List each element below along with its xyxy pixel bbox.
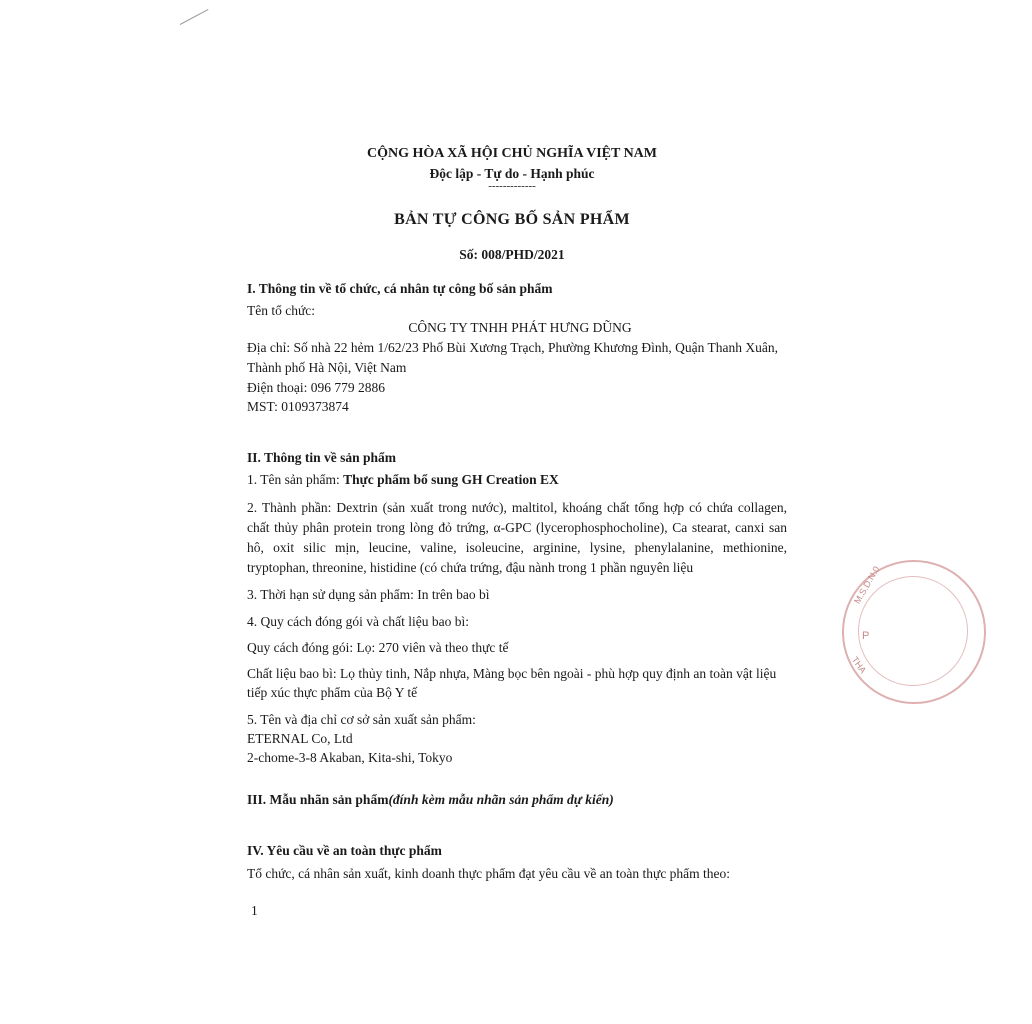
section3-heading-row	[247, 792, 614, 808]
ingredients-paragraph	[247, 498, 787, 578]
ingredients-line-4: tryptophan, threonine, histidine (có chứa trứng, đậu nành trong 1 phần nguyên liệu	[247, 560, 694, 575]
product-name: Thực phẩm bổ sung GH Creation EX	[343, 472, 559, 487]
seal-text-bottom: THA	[849, 654, 869, 676]
org-label: Tên tổ chức:	[247, 303, 316, 318]
product-name-label: 1. Tên sản phẩm:	[247, 472, 344, 487]
address-line-2: Thành phố Hà Nội, Việt Nam	[247, 360, 407, 375]
product-name-row	[247, 472, 559, 488]
phone: Điện thoại: 096 779 2886	[247, 380, 385, 395]
packing-spec: Quy cách đóng gói: Lọ: 270 viên và theo thực tế	[247, 640, 509, 655]
address-line-1: Địa chỉ: Số nhà 22 hẻm 1/62/23 Phố Bùi Xương Trạch, Phường Khương Đình, Quận Thanh Xuân,	[247, 340, 778, 355]
page-number: 1	[251, 903, 258, 918]
seal-inner-ring	[858, 576, 968, 686]
motto: Độc lập - Tự do - Hạnh phúc	[429, 166, 595, 181]
section4-heading: IV. Yêu cầu về an toàn thực phẩm	[247, 843, 442, 858]
manufacturer-name: ETERNAL Co, Ltd	[247, 731, 353, 746]
tax-code: MST: 0109373874	[247, 399, 349, 414]
ingredients-line-1: 2. Thành phần: Dextrin (sản xuất trong nước), maltitol, khoáng chất tổng hợp có chứa collagen,	[247, 500, 787, 515]
document-title: BẢN TỰ CÔNG BỐ SẢN PHẨM	[394, 211, 630, 228]
ingredients-line-2: chất thủy phân protein trong lòng đỏ trứng, α-GPC (lycerophosphocholine), Ca stearat, canxi san	[247, 520, 787, 535]
company-seal	[842, 550, 882, 710]
motto-divider: -------------	[488, 180, 536, 192]
shelf-life: 3. Thời hạn sử dụng sản phẩm: In trên bao bì	[247, 587, 490, 602]
seal-mark	[842, 550, 882, 710]
manufacturer-address: 2-chome-3-8 Akaban, Kita-shi, Tokyo	[247, 750, 453, 765]
manufacturer-heading: 5. Tên và địa chỉ cơ sở sản xuất sản phẩm:	[247, 712, 476, 727]
section2-heading: II. Thông tin về sản phẩm	[247, 450, 397, 465]
org-name: CÔNG TY TNHH PHÁT HƯNG DŨNG	[408, 320, 632, 335]
packaging-heading: 4. Quy cách đóng gói và chất liệu bao bì:	[247, 614, 469, 629]
material-line-2: tiếp xúc thực phẩm của Bộ Y tế	[247, 685, 418, 700]
seal-text-top: M.S.D.N.0	[852, 564, 882, 606]
section3-heading: III. Mẫu nhãn sản phẩm	[247, 792, 389, 807]
section4-text: Tổ chức, cá nhân sản xuất, kinh doanh thực phẩm đạt yêu cầu về an toàn thực phẩm theo:	[247, 866, 731, 881]
section3-note: (đính kèm mẫu nhãn sản phẩm dự kiến)	[388, 792, 614, 807]
document-number: Số: 008/PHD/2021	[459, 247, 565, 262]
ingredients-line-3: hô, oxit silic mịn, leucine, valine, isoleucine, arginine, lysine, phenylalanine, methionine,	[247, 540, 787, 555]
seal-text-mid: P	[862, 630, 870, 642]
section1-heading: I. Thông tin về tổ chức, cá nhân tự công bố sản phẩm	[247, 281, 553, 296]
material-line-1: Chất liệu bao bì: Lọ thủy tinh, Nắp nhựa, Màng bọc bên ngoài - phù hợp quy định an toàn vật liệu	[247, 666, 777, 681]
country-header: CỘNG HÒA XÃ HỘI CHỦ NGHĨA VIỆT NAM	[366, 146, 657, 161]
